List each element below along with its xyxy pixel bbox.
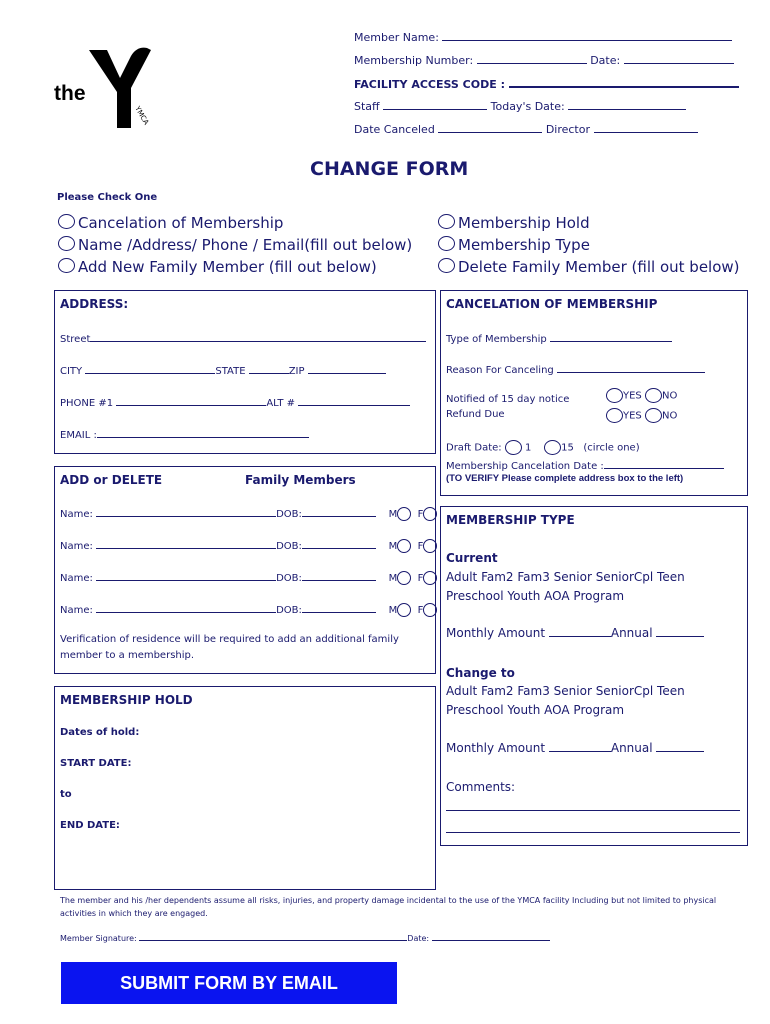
verification-note: Verification of residence will be required to add an additional family member to a membership. — [60, 634, 399, 661]
membership-number-field[interactable]: Membership Number: Date: — [354, 53, 734, 67]
female-radio-icon[interactable] — [423, 603, 437, 617]
male-radio-icon[interactable] — [397, 507, 411, 521]
cancelation-date-field[interactable]: Membership Cancelation Date : — [446, 458, 724, 472]
city-state-zip-field[interactable]: CITY STATE ZIP — [60, 363, 386, 377]
radio-icon[interactable] — [58, 236, 75, 251]
address-heading: ADDRESS: — [60, 297, 129, 311]
membership-type-heading: MEMBERSHIP TYPE — [446, 513, 575, 527]
male-radio-icon[interactable] — [397, 603, 411, 617]
change-amount-field[interactable]: Monthly Amount Annual — [446, 741, 704, 755]
facility-access-code-field[interactable]: FACILITY ACCESS CODE : — [354, 76, 739, 91]
radio-icon[interactable] — [438, 236, 455, 251]
notified-yes-no[interactable]: YES NO — [606, 388, 677, 403]
change-to-heading: Change to — [446, 666, 515, 680]
current-amount-field[interactable]: Monthly Amount Annual — [446, 626, 704, 640]
family-member-row[interactable]: Name: DOB: M F — [60, 602, 437, 617]
waiver-text: The member and his /her dependents assume all risks, injuries, and property damage incidental to the use of the YMCA facility Including but not limited to physical activities in which they are engaged. — [60, 896, 717, 918]
hold-to: to — [60, 789, 72, 800]
option-add-family[interactable]: Add New Family Member (fill out below) — [58, 258, 377, 276]
date-canceled-field[interactable]: Date Canceled Director — [354, 122, 698, 136]
verify-note: (TO VERIFY Please complete address box to the left) — [446, 473, 684, 484]
reason-field[interactable]: Reason For Canceling — [446, 362, 705, 376]
radio-icon[interactable] — [645, 408, 662, 423]
radio-icon[interactable] — [58, 214, 75, 229]
radio-icon[interactable] — [438, 214, 455, 229]
logo-ymca: YMCA — [133, 105, 151, 127]
comments-label: Comments: — [446, 780, 516, 794]
change-types-line-1: Adult Fam2 Fam3 Senior SeniorCpl Teen — [446, 684, 685, 698]
option-membership-hold[interactable]: Membership Hold — [438, 214, 590, 232]
end-date-field[interactable]: END DATE: — [60, 820, 120, 831]
member-name-field[interactable]: Member Name: — [354, 30, 732, 44]
radio-icon[interactable] — [58, 258, 75, 273]
street-field[interactable]: Street — [60, 331, 426, 345]
start-date-field[interactable]: START DATE: — [60, 758, 132, 769]
refund-yes-no[interactable]: YES NO — [606, 408, 677, 423]
ymca-logo — [52, 42, 162, 132]
dates-of-hold: Dates of hold: — [60, 727, 140, 738]
page-title: CHANGE FORM — [310, 158, 469, 180]
cancelation-heading: CANCELATION OF MEMBERSHIP — [446, 297, 658, 311]
current-types-line-1: Adult Fam2 Fam3 Senior SeniorCpl Teen — [446, 570, 685, 584]
female-radio-icon[interactable] — [423, 539, 437, 553]
radio-icon[interactable] — [645, 388, 662, 403]
female-radio-icon[interactable] — [423, 507, 437, 521]
family-heading-2: Family Members — [245, 473, 356, 487]
comments-line-1[interactable] — [446, 810, 740, 811]
change-types-line-2: Preschool Youth AOA Program — [446, 703, 625, 717]
phone-field[interactable]: PHONE #1 ALT # — [60, 395, 410, 409]
logo-the: the — [54, 82, 86, 105]
family-member-row[interactable]: Name: DOB: M F — [60, 506, 437, 521]
radio-icon[interactable] — [544, 440, 561, 455]
notified-label: Notified of 15 day notice — [446, 394, 570, 405]
family-heading: ADD or DELETE — [60, 473, 163, 487]
please-check-one: Please Check One — [57, 192, 158, 203]
email-field[interactable]: EMAIL : — [60, 427, 309, 441]
radio-icon[interactable] — [505, 440, 522, 455]
refund-label: Refund Due — [446, 409, 505, 420]
staff-field[interactable]: Staff Today's Date: — [354, 99, 686, 113]
comments-line-2[interactable] — [446, 832, 740, 833]
member-signature-field[interactable]: Member Signature: Date: — [60, 932, 550, 943]
male-radio-icon[interactable] — [397, 571, 411, 585]
family-member-row[interactable]: Name: DOB: M F — [60, 570, 437, 585]
hold-heading: MEMBERSHIP HOLD — [60, 693, 193, 707]
radio-icon[interactable] — [438, 258, 455, 273]
radio-icon[interactable] — [606, 408, 623, 423]
family-member-row[interactable]: Name: DOB: M F — [60, 538, 437, 553]
current-heading: Current — [446, 551, 498, 565]
option-cancelation[interactable]: Cancelation of Membership — [58, 214, 283, 232]
radio-icon[interactable] — [606, 388, 623, 403]
current-types-line-2: Preschool Youth AOA Program — [446, 589, 625, 603]
male-radio-icon[interactable] — [397, 539, 411, 553]
type-of-membership-field[interactable]: Type of Membership — [446, 331, 672, 345]
option-membership-type[interactable]: Membership Type — [438, 236, 590, 254]
y-icon — [87, 42, 157, 132]
draft-date-field[interactable]: Draft Date: 1 15 (circle one) — [446, 440, 640, 455]
option-name-address[interactable]: Name /Address/ Phone / Email(fill out below) — [58, 236, 412, 254]
option-delete-family[interactable]: Delete Family Member (fill out below) — [438, 258, 740, 276]
membership-hold-section — [54, 686, 436, 890]
submit-form-button[interactable]: SUBMIT FORM BY EMAIL — [61, 962, 397, 1004]
female-radio-icon[interactable] — [423, 571, 437, 585]
